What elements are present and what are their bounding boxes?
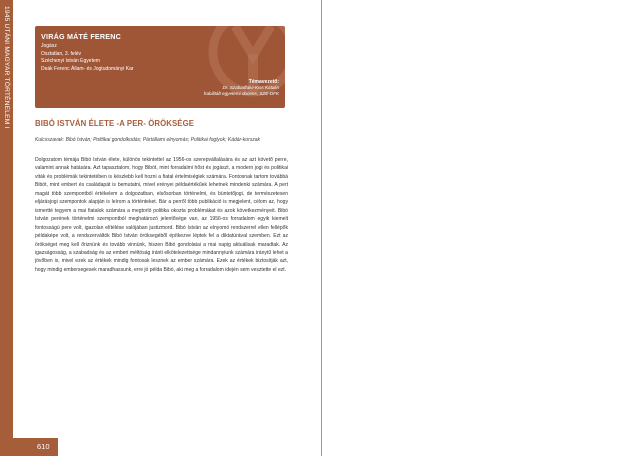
page-divider [321,0,322,456]
author-card [35,26,285,108]
author-faculty: Deák Ferenc Állam- és Jogtudományi Kar [41,65,134,72]
author-info [41,43,134,73]
author-profession: Jogász [41,43,57,49]
spine-bar [0,0,13,456]
author-program: Osztatlan, 3. felév [41,50,82,57]
page-number: 610 [0,438,58,456]
spine-label: 1945 UTÁNI MAGYAR TÖRTÉNELEM I [3,6,10,129]
supervisor-label: Témavezető: [248,79,279,85]
article-title: BIBÓ ISTVÁN ÉLETE -A PER- ÖRÖKSÉGE [35,119,195,128]
author-name: VIRÁG MÁTÉ FERENC [41,32,122,41]
supervisor-role: habilitált egyetemi docens, SZE-DFK [203,91,279,97]
supervisor-name: Dr. Szabadfalvi-Kiss Katalin [222,85,279,91]
supervisor-block [204,79,279,98]
author-university: Széchenyi István Egyetem [41,58,100,65]
article-body: Dolgozatom témája Bibó István élete, különös tekintettel az 1956-os szerepvállalására és az azt követő perre, valamint annak hatására. Azt tapasztalom, hogy Bibót, mint forradalmi hőst és jogászt, a modern jogi és politikai viták és problémák tekintetében is készlebb kell hozni a fiatal értelmiségiek számára. Fontosnak tartom továbbá Bibót, mint embert és családapát is bemutatni, mivel erényei példaértékűek lehetnek mindenki számára. A pert magát több szempontból értékelem a dolgozatban, elsősorban történelmi, és büntetőjogi, de természetesen eljárásjogi szempontok alapján is leírom a történteket. Bár a perről több publikáció is megjelent, célom az, hogy ismertté tegyem a mai fiatalok számára a megtorló politika okozta problémákat és azok következményeit. Bibó István perének történelmi szempontból meghatározó jelentősége van, az 1956-os forradalom egyik kiemelt fontosságú pere volt, igazolan elítélése valójában justizmord. Bibó István az elnyomó rendszerrel ellen fellépők példaképe volt, a rendszerváltók Bibó István öröksegéből építkezve léptek fel a diktatúrával szemben. Ezt az örökséget meg kell őriznünk és tovább vinnünk, hiszen Bibó gondolatai a mai napig aktuálisak maradtak. Az igazságosság, a szabadság és az emberi méltóság iránti elkötelezettsége mindannyiunk számára iránytű lehet a jövőben is, mivel ezek az értékek mindig fontosak lesznek az ember számára. Ezek az értékek biztosítják azt, hogy mindig embersegesek maradhassunk, erre jó példa Bibó, aki meg a forradalom idején sem vesztette el ezt. [35,157,288,273]
keywords: Kulcsszavak: Bibó István; Politikai gondolkodás; Pártállami elnyomás; Politikai foglyok; Kádár-korszak [35,137,261,143]
